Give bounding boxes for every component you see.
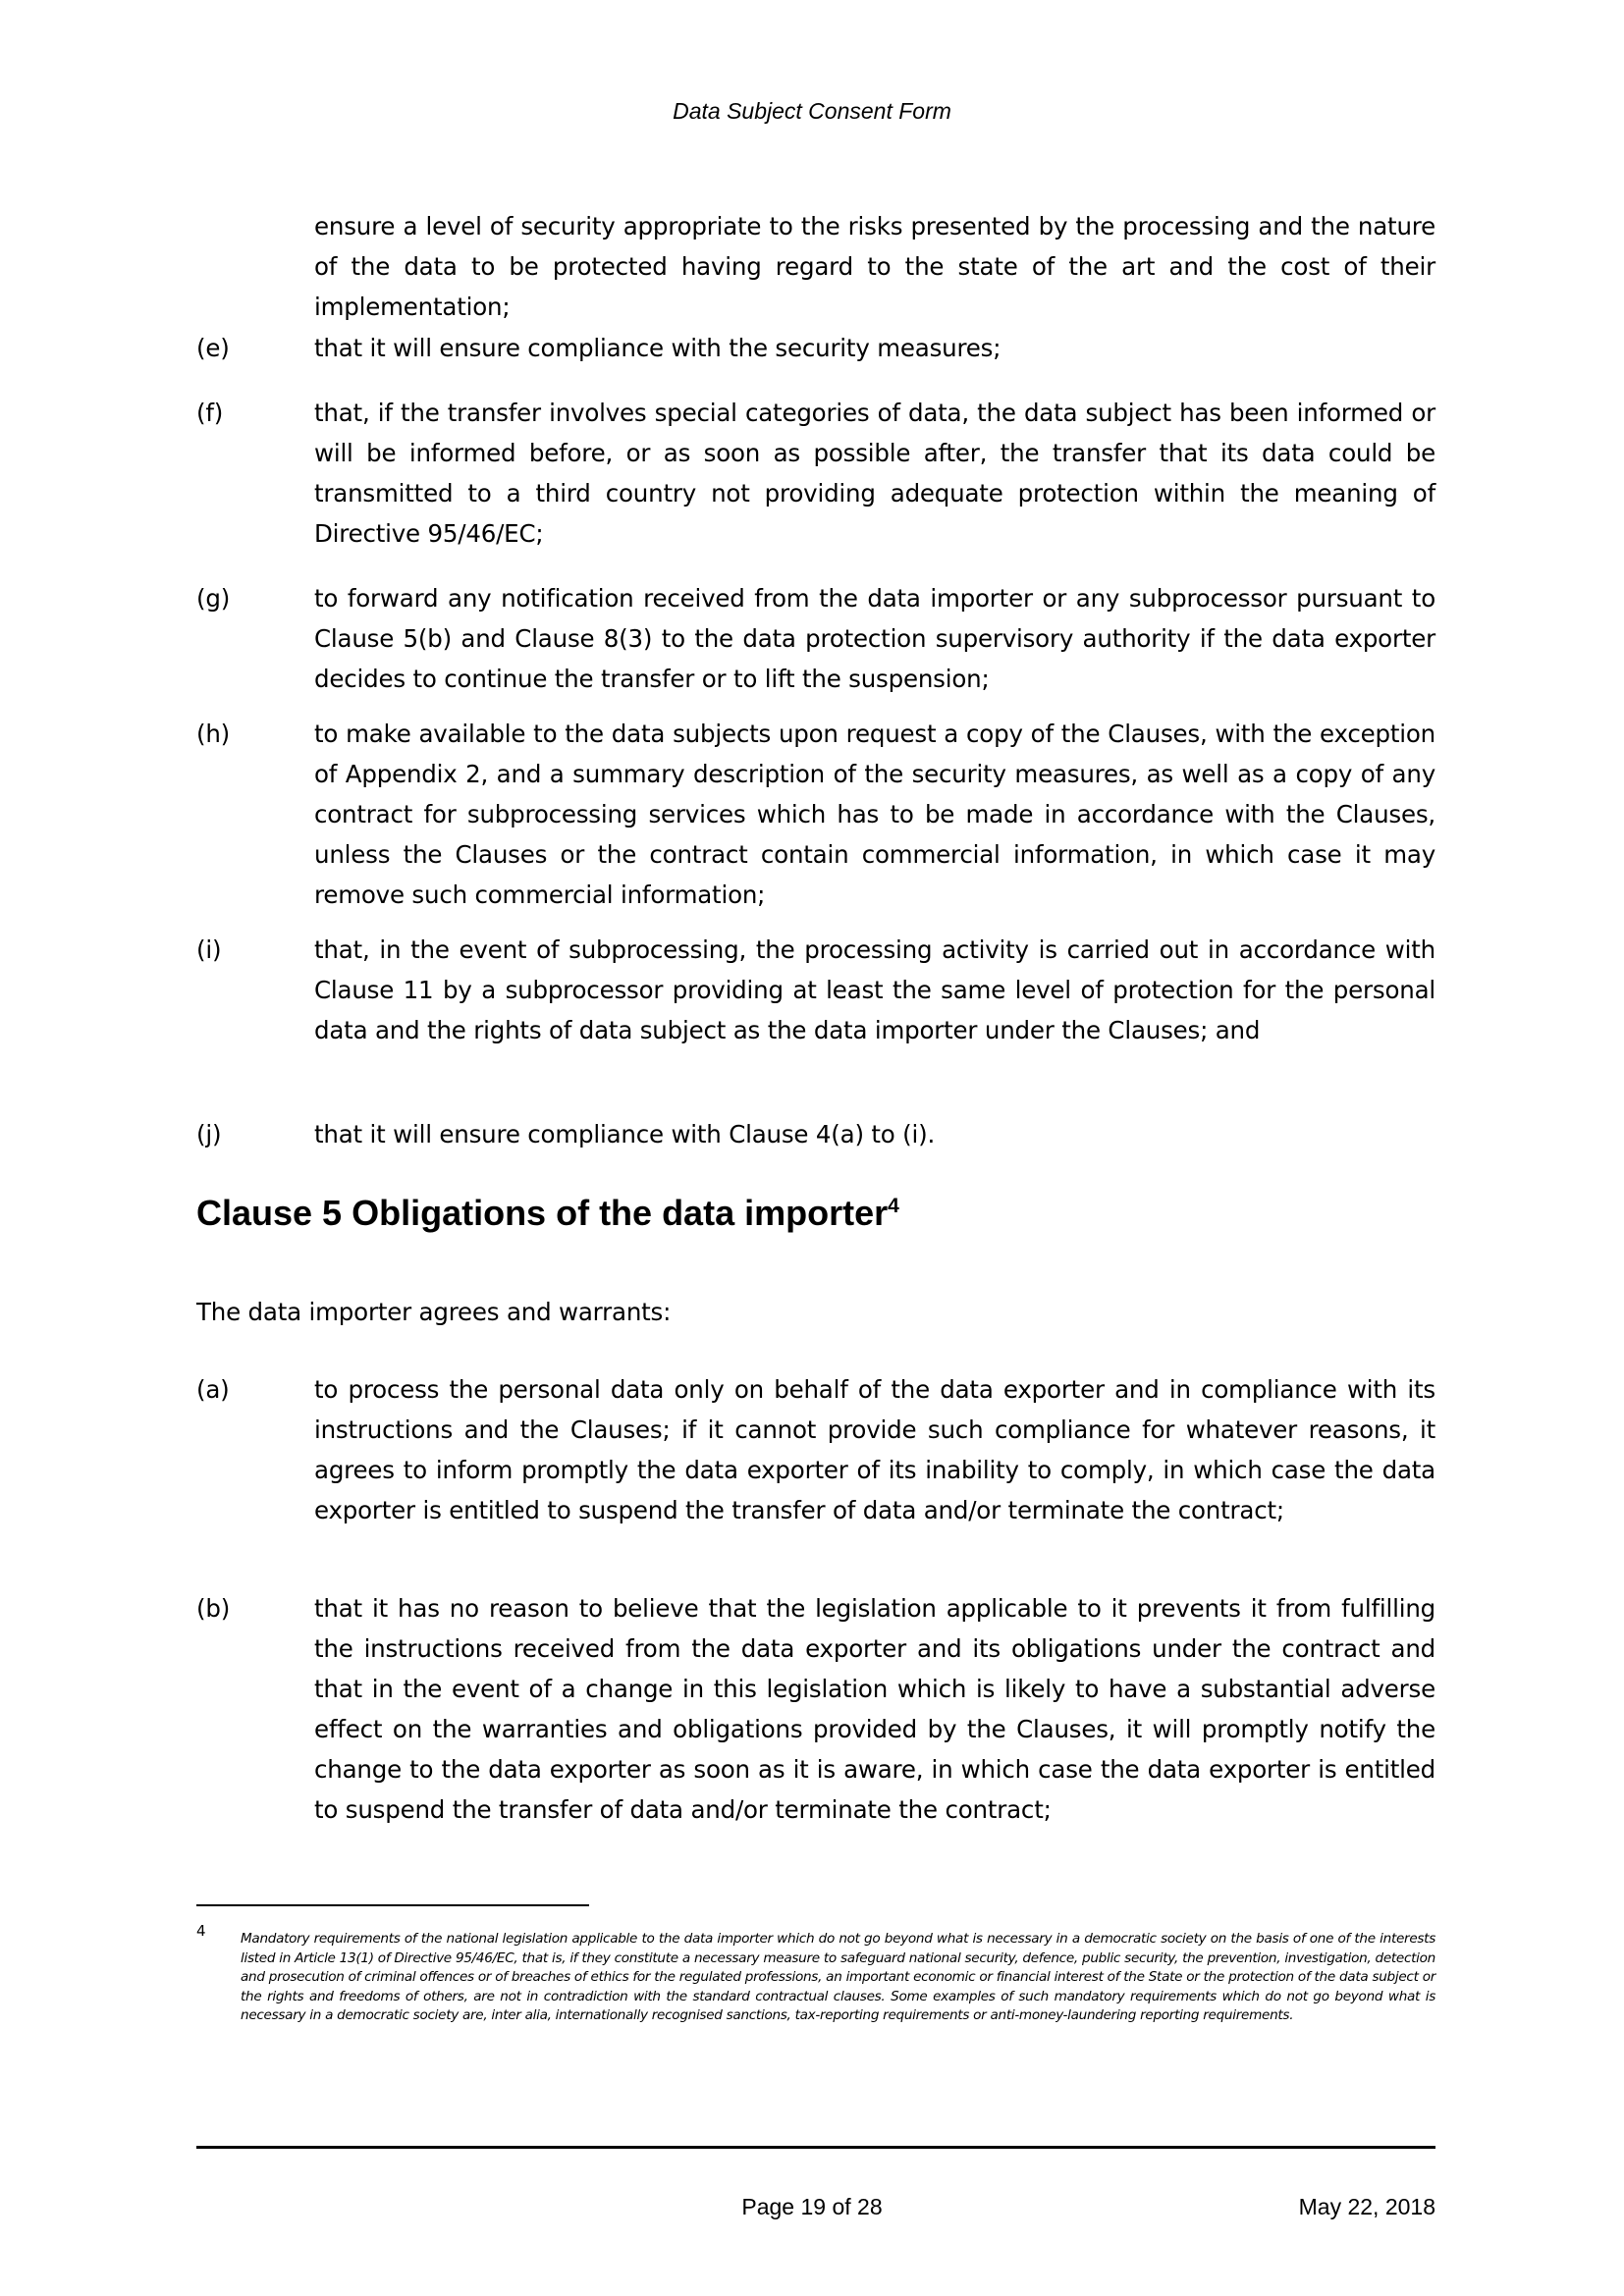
page-number: Page 19 of 28 [741, 2194, 883, 2219]
list-item [196, 393, 1435, 554]
list-item-text: to forward any notification received from the data importer or any subprocessor pursuant to Clause 5(b) and Clause 8(3) to the data protection supervisory authority if the data exporter decides to continue the transfer or to lift the suspension; [314, 584, 1435, 693]
list-item [196, 1369, 1435, 1530]
footnote-separator [196, 1904, 589, 1906]
list-marker: (e) [196, 334, 230, 362]
list-marker: (j) [196, 1120, 222, 1148]
footnote-reference: 4 [888, 1195, 899, 1217]
running-header: Data Subject Consent Form [673, 98, 951, 124]
list-marker: (b) [196, 1594, 231, 1623]
continued-paragraph: ensure a level of security appropriate to the risks presented by the processing and the nature of the data to be protected having regard to the state of the art and the cost of their implementation; [314, 212, 1435, 321]
list-marker: (i) [196, 935, 222, 964]
list-marker: (f) [196, 399, 224, 427]
footnote [196, 1922, 1435, 2026]
section-heading-text: Clause 5 Obligations of the data importer [196, 1193, 889, 1233]
list-item [196, 578, 1435, 699]
footer-rule [196, 2146, 1435, 2149]
list-item-text: to make available to the data subjects upon request a copy of the Clauses, with the exception of Appendix 2, and a summary description of the security measures, as well as a copy of any contract for subprocessing services which has to be made in accordance with the Clauses, unless the Clauses or the contract contain commercial information, in which case it may remove such commercial information; [314, 720, 1435, 909]
list-item [196, 1588, 1435, 1830]
page-date: May 22, 2018 [1298, 2194, 1435, 2219]
list-item [196, 1114, 1435, 1154]
section-heading [196, 1190, 899, 1237]
section-intro: The data importer agrees and warrants: [196, 1298, 672, 1326]
footnote-text: Mandatory requirements of the national legislation applicable to the data importer which do not go beyond what is necessary in a democratic society on the basis of one of the interests listed in Article 13(1) of Directive 95/46/EC, that is, if they constitute a necessary measure to safeguard national security, defence, public security, the prevention, investigation, detection and prosecution of criminal offences or of breaches of ethics for the regulated professions, an important economic or financial interest of the State or the protection of the data subject or the rights and freedoms of others, are not in contradiction with the standard contractual clauses. Some examples of such mandatory requirements which do not go beyond what is necessary in a democratic society are, inter alia, internationally recognised sanctions, tax-reporting requirements or anti-money-laundering reporting requirements. [241, 1931, 1435, 2024]
list-marker: (h) [196, 720, 231, 748]
list-item-text: to process the personal data only on behalf of the data exporter and in compliance with its instructions and the Clauses; if it cannot provide such compliance for whatever reasons, it agrees to inform promptly the data exporter of its inability to comply, in which case the data exporter is entitled to suspend the transfer of data and/or terminate the contract; [314, 1375, 1435, 1524]
list-item-text: that, in the event of subprocessing, the processing activity is carried out in accordance with Clause 11 by a subprocessor providing at least the same level of protection for the personal data and the rights of data subject as the data importer under the Clauses; and [314, 935, 1435, 1044]
list-marker: (a) [196, 1375, 230, 1404]
footnote-number: 4 [196, 1922, 206, 1940]
list-marker: (g) [196, 584, 231, 613]
list-item [196, 930, 1435, 1050]
list-item [196, 328, 1435, 368]
list-item [196, 714, 1435, 915]
list-item-text: that, if the transfer involves special categories of data, the data subject has been informed or will be informed before, or as soon as possible after, the transfer that its data could be transmitted to a third country not providing adequate protection within the meaning of Directive 95/46/EC; [314, 399, 1435, 548]
list-item-text: that it will ensure compliance with Clause 4(a) to (i). [314, 1120, 936, 1148]
list-item-text: that it will ensure compliance with the security measures; [314, 334, 1001, 362]
list-item-text: that it has no reason to believe that the legislation applicable to it prevents it from fulfilling the instructions received from the data exporter and its obligations under the contract and that in the event of a change in this legislation which is likely to have a substantial adverse effect on the warranties and obligations provided by the Clauses, it will promptly notify the change to the data exporter as soon as it is aware, in which case the data exporter is entitled to suspend the transfer of data and/or terminate the contract; [314, 1594, 1435, 1824]
